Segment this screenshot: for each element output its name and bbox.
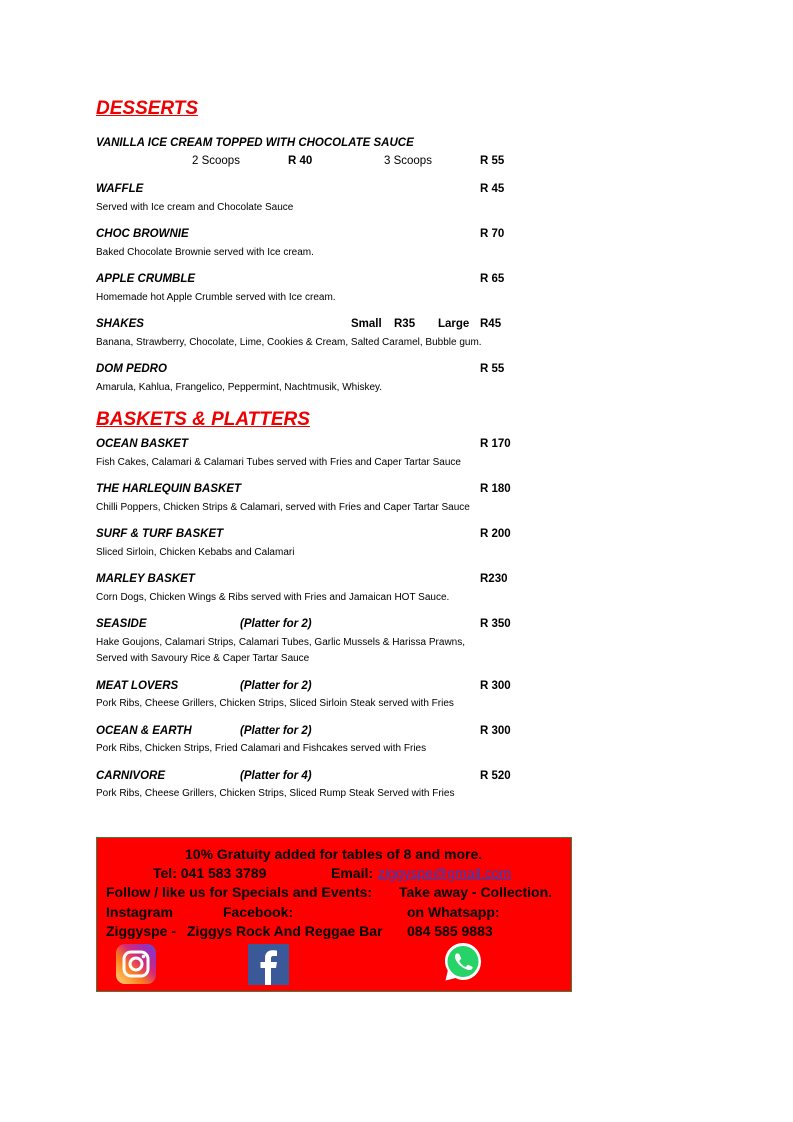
carnivore-name: CARNIVORE [96,770,166,782]
vanilla-price-3: R 55 [480,155,505,167]
meat-name: MEAT LOVERS [96,680,179,692]
baskets-heading: BASKETS & PLATTERS [96,409,310,430]
gratuity-notice: 10% Gratuity added for tables of 8 and more. [185,846,483,862]
carnivore-desc: Pork Ribs, Cheese Grillers, Chicken Strips, Sliced Rump Steak Served with Fries [96,788,455,799]
oceanearth-desc: Pork Ribs, Chicken Strips, Fried Calamari and Fishcakes served with Fries [96,743,427,754]
dompedro-desc: Amarula, Kahlua, Frangelico, Peppermint, Nachtmusik, Whiskey. [96,382,383,393]
surf-desc: Sliced Sirloin, Chicken Kebabs and Calamari [96,547,295,558]
whatsapp-label: on Whatsapp: [407,904,500,920]
carnivore-price: R 520 [480,770,511,782]
meat-desc: Pork Ribs, Cheese Grillers, Chicken Strips, Sliced Sirloin Steak served with Fries [96,698,454,709]
surf-name: SURF & TURF BASKET [96,528,224,540]
instagram-icon[interactable] [116,944,156,984]
seaside-desc-line1: Hake Goujons, Calamari Strips, Calamari Tubes, Garlic Mussels & Harissa Prawns, [96,637,466,648]
oceanearth-price: R 300 [480,725,511,737]
shakes-desc: Banana, Strawberry, Chocolate, Lime, Cookies & Cream, Salted Caramel, Bubble gum. [96,337,482,348]
shakes-large-label: Large [438,318,470,330]
marley-price: R230 [480,573,508,585]
seaside-price: R 350 [480,618,511,630]
ocean-desc: Fish Cakes, Calamari & Calamari Tubes served with Fries and Caper Tartar Sauce [96,457,461,468]
waffle-name: WAFFLE [96,183,144,195]
shakes-name: SHAKES [96,318,144,330]
seaside-note: (Platter for 2) [240,618,312,630]
takeaway-text: Take away - Collection. [399,884,553,900]
seaside-desc-line2: Served with Savoury Rice & Caper Tartar Sauce [96,653,310,664]
carnivore-note: (Platter for 4) [240,770,312,782]
crumble-desc: Homemade hot Apple Crumble served with Ice cream. [96,292,336,303]
oceanearth-name: OCEAN & EARTH [96,725,192,737]
harlequin-name: THE HARLEQUIN BASKET [96,483,242,495]
seaside-name: SEASIDE [96,618,147,630]
whatsapp-number: 084 585 9883 [407,923,493,939]
harlequin-price: R 180 [480,483,511,495]
marley-name: MARLEY BASKET [96,573,195,585]
instagram-handle: Ziggyspe - [106,923,177,939]
vanilla-name: VANILLA ICE CREAM TOPPED WITH CHOCOLATE SAUCE [96,137,414,149]
instagram-label: Instagram [106,904,173,920]
email-label: Email: [331,865,374,881]
ocean-name: OCEAN BASKET [96,438,189,450]
facebook-label: Facebook: [223,904,294,920]
contact-footer [96,837,572,992]
brownie-name: CHOC BROWNIE [96,228,189,240]
harlequin-desc: Chilli Poppers, Chicken Strips & Calamari, served with Fries and Caper Tartar Sauce [96,502,470,513]
surf-price: R 200 [480,528,511,540]
meat-note: (Platter for 2) [240,680,312,692]
waffle-price: R 45 [480,183,505,195]
vanilla-option-3: 3 Scoops [384,155,432,167]
shakes-large-price: R45 [480,318,502,330]
dompedro-price: R 55 [480,363,505,375]
brownie-desc: Baked Chocolate Brownie served with Ice cream. [96,247,314,258]
dompedro-name: DOM PEDRO [96,363,167,375]
whatsapp-icon[interactable] [443,941,483,983]
ocean-price: R 170 [480,438,511,450]
vanilla-option-2: 2 Scoops [192,155,240,167]
facebook-handle: Ziggys Rock And Reggae Bar [187,923,383,939]
waffle-desc: Served with Ice cream and Chocolate Sauce [96,202,294,213]
marley-desc: Corn Dogs, Chicken Wings & Ribs served with Fries and Jamaican HOT Sauce. [96,592,450,603]
vanilla-price-2: R 40 [288,155,313,167]
shakes-small-label: Small [351,318,382,330]
email-link[interactable]: ziggyspe@gmail.com [378,865,512,881]
telephone: Tel: 041 583 3789 [153,865,267,881]
crumble-name: APPLE CRUMBLE [96,273,196,285]
oceanearth-note: (Platter for 2) [240,725,312,737]
shakes-small-price: R35 [394,318,416,330]
brownie-price: R 70 [480,228,505,240]
meat-price: R 300 [480,680,511,692]
follow-us-text: Follow / like us for Specials and Events: [106,884,373,900]
desserts-heading: DESSERTS [96,98,199,119]
crumble-price: R 65 [480,273,505,285]
facebook-icon[interactable] [248,944,289,985]
